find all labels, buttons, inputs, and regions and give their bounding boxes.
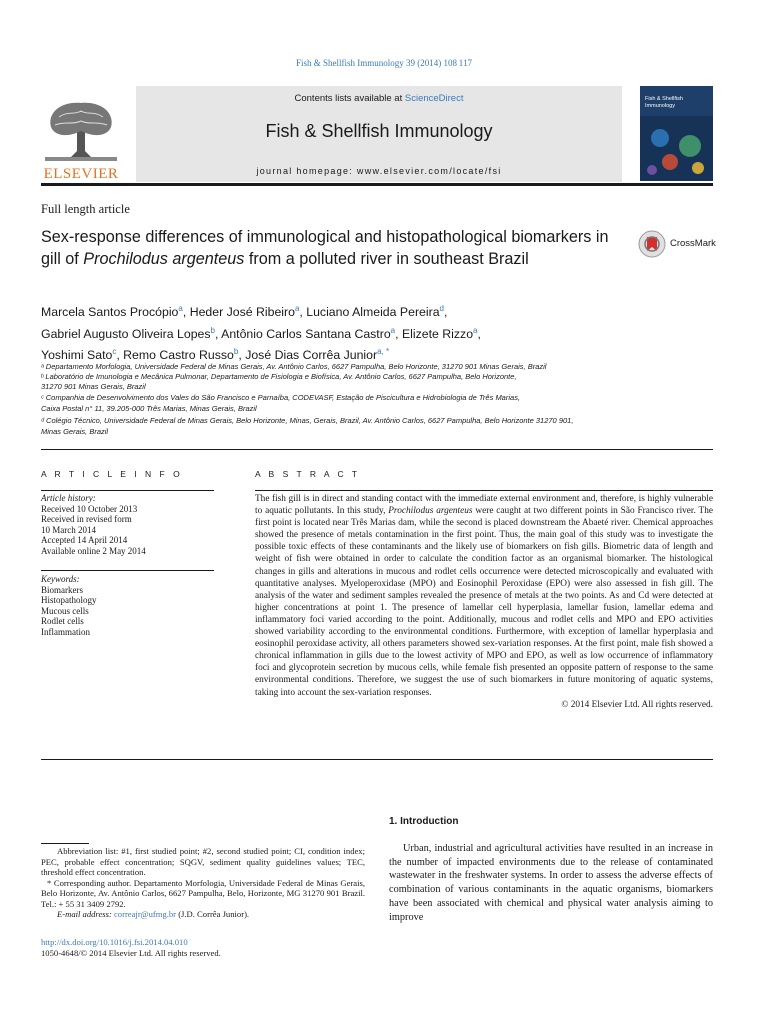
journal-citation: Fish & Shellfish Immunology 39 (2014) 108 117 [296,58,472,68]
footnote-rule [41,843,89,844]
journal-title: Fish & Shellfish Immunology [265,121,493,141]
affiliation-d-cont: Minas Gerais, Brazil [41,427,109,436]
crossmark-label: CrossMark [670,238,716,249]
author-separator: , [299,305,307,320]
author-name[interactable]: Remo Castro Russo [123,348,234,363]
journal-cover-image [640,86,713,181]
article-info-rule [41,490,214,491]
history-entry: 10 March 2014 [41,524,96,535]
keyword-item: Mucous cells [41,605,89,616]
section-rule-bottom [41,759,713,760]
introduction-body: Urban, industrial and agricultural activities have resulted in an increase in the number of impacted environments due to the release of contaminated wastewater in the freshwater systems. In order to assess the adverse effects of combination of various contaminants in the aquatic organisms, biomarkers have been associated with chemical and physical water analysis aiming to improve [389,843,713,923]
history-entry: Received 10 October 2013 [41,503,138,514]
affiliation-b-cont: 31270 901 Minas Gerais, Brazil [41,382,146,391]
author-separator: , [238,348,246,363]
email-link[interactable]: correajr@ufmg.br [113,909,177,919]
affiliation-c: ᶜ Companhia de Desenvolvimento dos Vales do São Francisco e Parnaíba, CODEVASF, Estação de Piscicultura e Hidrobiologia de Três Marias, [41,393,521,402]
article-title [41,226,616,270]
author-affil-marker: b [233,347,239,357]
author-separator: , [214,326,222,341]
history-label: Article history: [41,493,96,503]
abstract-heading: A B S T R A C T [255,469,361,479]
contents-line [136,93,622,104]
author-affil-marker: b [210,325,215,335]
author-separator: , [395,326,402,341]
introduction-heading: 1. Introduction [389,816,459,827]
abstract-species: Prochilodus argenteus [388,506,473,517]
author-affil-marker: a [390,325,396,335]
history-entry: Accepted 14 April 2014 [41,535,128,545]
affiliation-c-cont: Caixa Postal n° 11, 39.205-000 Três Marias, Minas Gerais, Brazil [41,404,257,413]
abstract-text-part1: The fish gill is in direct and standing contact with the immediate external environment and, therefore, is highly vulnerable to aquatic pollutants. In this study, [255,494,713,517]
email-suffix: (J.D. Corrêa Junior). [176,909,250,919]
author-affil-marker: a [473,325,478,335]
keywords-label: Keywords: [41,574,80,584]
affiliation-d: ᵈ Colégio Técnico, Universidade Federal de Minas Gerais, Belo Horizonte, Minas, Gerais, Brazil, Av. Antônio Carlos, 6627 Pampulha, Belo Horizonte 31270 901, [41,416,574,425]
article-type: Full length article [41,202,130,216]
title-species: Prochilodus argenteus [83,250,245,268]
cover-title-line2: Immunology [645,102,675,109]
abstract-text-part2: were caught at two different points in São Francisco river. The first point is located near Três Marias dam, while the second is placed downstream the Abaeté river. Chemical approaches showed the presence of metals contamination in the first point. Thus, the main goal of this study was to investigate the possible toxic effects of these contaminants and the likely use of biomarkers on fish gills. Biometric data of length and weight of fish were obtained in order to calculate the condition factor as an organismal biomarker. The histological changes in gills and alterations in mucous and rodlet cells occurrence were detected microscopically and evaluated with quantitative analyses. Myeloperoxidase (MPO) and Eosinophil Peroxidase (EPO) were also assessed in fish gill. The analysis of the water and sediment samples revealed the presence of metals at the two points. As and Cd were detected at higher concentrations at point 1. The presence of lamellar cell hyperplasia, lamellar fusion, lamellar edema and inflammatory foci varied according to the point. Additionally, mucous and rodlet cells and MPO and EPO activities showed variability according to the environmental conditions. Furthermore, with exception of lamellar hyperplasia and eosinophil peroxidase activity, all others parameters showed sex-variation responses. At the first point, male fish showed a chronical inflammation in gills due to the lowest activity of MPO and EPO, as well as low occurrence of inflammatory foci and glycoprotein secretion by mucous cells, while female fish presented an opposite pattern of response to the same environmental conditions. Therefore, we suggest the use of such biomarkers in future monitoring of aquatic systems, taking into account the sex-variation responses. [255,506,713,698]
author-affil-marker: a [178,304,183,313]
article-info-heading: A R T I C L E I N F O [41,469,183,479]
author-affil-marker: c [112,347,117,357]
sciencedirect-link[interactable]: ScienceDirect [404,93,464,104]
author-name[interactable]: Marcela Santos Procópio [41,305,179,320]
author-name[interactable]: Gabriel Augusto Oliveira Lopes [41,326,211,341]
author-name[interactable]: Yoshimi Sato [41,348,113,363]
keyword-item: Biomarkers [41,584,83,595]
author-separator: , [116,348,124,363]
cover-title-line1: Fish & Shellfish [645,96,683,102]
publisher-wordmark: ELSEVIER [43,166,119,182]
keywords-block [41,574,216,637]
author-name[interactable]: Elizete Rizzo [401,326,474,341]
author-separator: , [444,305,448,320]
author-separator: , [477,326,481,341]
keyword-item: Histopathology [41,595,97,605]
crossmark-icon [638,230,666,258]
author-name[interactable]: Heder José Ribeiro [189,305,295,320]
journal-homepage[interactable]: journal homepage: www.elsevier.com/locate/fsi [256,166,502,176]
affiliation-a: ᵃ Departamento Morfologia, Universidade Federal de Minas Gerais, Av. Antônio Carlos, 6627 Pampulha, Belo Horizonte, 31270 901 Minas Gerais, Brazil [41,362,547,371]
doi-link[interactable]: http://dx.doi.org/10.1016/j.fsi.2014.04.010 [41,937,188,947]
abstract-copyright: © 2014 Elsevier Ltd. All rights reserved. [561,699,713,710]
author-name[interactable]: Luciano Almeida Pereira [306,305,440,320]
author-name[interactable]: José Dias Corrêa Junior [245,348,378,363]
corresponding-footnote: * Corresponding author. Departamento Morfologia, Universidade Federal de Minas Gerais, Belo Horizonte, Av. Antônio Carlos, 6627 Pampulha, Belo, Horizonte, MG 31270 901 Brazil. Tel.: + 55 31 3409 2792. [41,877,365,909]
contents-prefix: Contents lists available at [294,93,405,104]
title-part1: Sex-response differences of immunological and histopathological biomarkers in gill of [41,228,609,268]
abstract-text [255,493,713,699]
keyword-item: Rodlet cells [41,616,84,626]
author-affil-marker: d [439,304,444,313]
author-affil-marker: a [294,304,300,313]
keywords-rule [41,570,214,571]
author-name[interactable]: Antônio Carlos Santana Castro [221,326,391,341]
abstract-body [255,493,713,711]
footnotes [41,846,365,920]
masthead-rule [41,183,713,186]
email-footnote [41,909,365,920]
article-history [41,493,216,556]
author-affil-marker: a, * [377,347,390,357]
email-label: E-mail address: [57,909,114,919]
crossmark-badge[interactable] [638,230,728,258]
affiliation-b: ᵇ Laboratório de Imunologia e Mecânica Pulmonar, Departamento de Fisiologia e Biofísica, Av. Antônio Carlos, 6627 Pampulha, Belo Horizonte, [41,372,517,381]
history-entry: Received in revised form [41,514,132,524]
abstract-rule [255,490,713,491]
title-part2: from a polluted river in southeast Brazil [244,250,529,268]
keyword-item: Inflammation [41,626,90,637]
section-rule-top [41,449,713,450]
issn-line: 1050-4648/© 2014 Elsevier Ltd. All rights reserved. [41,948,221,958]
history-entry: Available online 2 May 2014 [41,545,146,556]
author-list [41,300,641,365]
abbreviation-footnote: Abbreviation list: #1, first studied point; #2, second studied point; CI, condition index; PEC, probable effect concentration; SQGV, sediment quality guidelines values; TEC, threshold effect concentration. [41,846,365,877]
author-separator: , [182,305,190,320]
